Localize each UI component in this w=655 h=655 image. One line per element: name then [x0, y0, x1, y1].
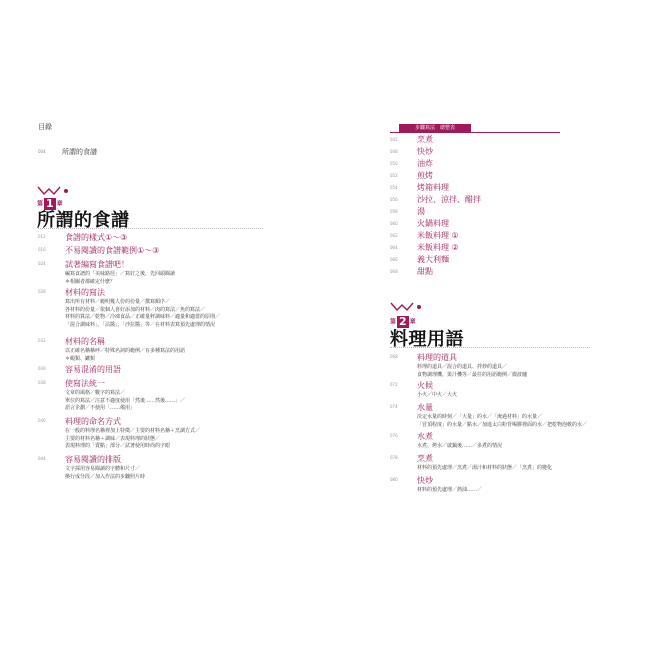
description-line: 材料的算法／乾物／冷凍食品／正確量秤調味料／適量和適當的原則／	[65, 314, 221, 321]
page-number: 036	[38, 366, 46, 371]
summary-row[interactable]	[390, 218, 500, 230]
entry-title[interactable]: 料理的道具	[417, 353, 457, 362]
summary-title[interactable]: 湯	[417, 207, 425, 216]
entry-title[interactable]: 料理的命名方式	[65, 417, 121, 426]
page-number: 044	[38, 456, 46, 461]
description-line: ＊蝦類、罐類	[65, 355, 96, 362]
summary-row[interactable]	[390, 206, 500, 218]
summary-row[interactable]	[390, 182, 500, 194]
description-line: 以正確名稱稱呼／特殊名詞的範例／有多種寫法的用語	[65, 348, 186, 354]
description-line: 小火／中火／大火	[417, 392, 458, 398]
description-line: 決定水量的時刻／「大量」的水／「淹過材料」的水量／	[417, 414, 543, 420]
page-number: 056	[390, 197, 398, 202]
summary-title[interactable]: 煎烤	[417, 171, 433, 180]
summary-title[interactable]: 快炒	[417, 147, 433, 156]
description-line: 料理的道具／混合的道具、拌炒的道具／	[417, 364, 508, 370]
badge-suffix: 章	[409, 318, 416, 326]
description-line: 各材料的份量／依個人喜好添加的材料／肉的寫法／魚的寫法／	[65, 306, 206, 313]
summary-title[interactable]: 甜點	[417, 267, 433, 276]
page-number: 038	[38, 380, 46, 385]
entry-title[interactable]: 容易閱讀的排版	[65, 455, 121, 464]
page-number: 012	[38, 234, 46, 239]
description-line: 在一般的料理名稱裡加上特徵／主要的材料名稱＋烹調方式／	[65, 428, 201, 434]
page-number: 068	[390, 354, 398, 359]
intro-page-number: 004	[38, 149, 46, 154]
toc-label: 目錄	[38, 123, 52, 131]
entry-title[interactable]: 材料的寫法	[65, 288, 105, 297]
ornament-icon	[390, 302, 426, 312]
entry-description	[65, 466, 145, 481]
chapter-1-title: 所謂的食譜	[37, 210, 130, 231]
entry-description	[417, 487, 482, 495]
page-number: 060	[390, 221, 398, 226]
page-number: 068	[390, 269, 398, 274]
summary-row[interactable]	[390, 242, 500, 254]
description-line: ＊相關者都確定什麼？	[65, 278, 116, 285]
entry-title[interactable]: 火候	[417, 381, 433, 390]
entry-title[interactable]: 烹煮	[417, 454, 433, 463]
summary-title[interactable]: 烹煮	[417, 135, 433, 144]
summary-title[interactable]: 油炸	[417, 159, 433, 168]
page-number: 028	[38, 289, 46, 294]
summary-title[interactable]: 米飯料理 ①	[417, 231, 459, 240]
description-line: 材料的預先處理／烹煮／湯汁和材料的狀態／「烹煮」的變化	[417, 465, 553, 471]
page-number: 058	[390, 209, 398, 214]
page-number: 016	[38, 247, 46, 252]
badge-prefix: 第	[37, 200, 44, 208]
page-number: 074	[390, 404, 398, 409]
page-number: 078	[390, 455, 398, 460]
description-line: 單位的寫法／注意不適度使用「然後……然後……」／	[65, 397, 186, 404]
description-line: 語言企劃／不使用「……備用」	[65, 405, 136, 412]
entry-title[interactable]: 水量	[417, 403, 433, 412]
entry-description	[65, 299, 220, 329]
badge-number: 1	[46, 197, 54, 210]
description-line: 「混合調味料」、「沾醬」、「沙拉醬」等／在材料表寫預先處理的情況	[65, 321, 216, 328]
page-number: 050	[390, 161, 398, 166]
intro-entry-title[interactable]: 所謂的食譜	[62, 148, 97, 156]
page-number: 042	[390, 137, 398, 142]
entry-description	[65, 348, 185, 363]
summary-title[interactable]: 烤箱料理	[417, 183, 449, 192]
page-number: 032	[38, 338, 46, 343]
summary-row[interactable]	[390, 170, 500, 182]
description-line: 主要的材料名稱＋調味／表現料理的狀態／	[65, 435, 161, 442]
entry-title[interactable]: 使寫法統一	[65, 379, 105, 388]
page-number: 024	[38, 261, 46, 266]
page-number: 040	[38, 418, 46, 423]
summary-row[interactable]	[390, 134, 500, 146]
summary-title[interactable]: 義大利麵	[417, 255, 449, 264]
chapter-1-divider	[38, 228, 263, 229]
entry-title[interactable]: 試著編寫食譜吧！	[65, 260, 129, 269]
summary-row[interactable]	[390, 158, 500, 170]
entry-description	[417, 465, 552, 473]
ornament-icon	[37, 186, 73, 196]
summary-title[interactable]: 沙拉、涼拌、醋拌	[417, 195, 481, 204]
page-number: 080	[390, 477, 398, 482]
page-number: 066	[390, 257, 398, 262]
page-number: 072	[390, 382, 398, 387]
description-line: 材料的預先處理／熱油……／	[417, 487, 483, 493]
page-number: 052	[390, 173, 398, 178]
entry-title[interactable]: 不易閱讀的食譜範例①～③	[65, 246, 160, 255]
entry-description	[65, 390, 185, 413]
summary-row[interactable]	[390, 146, 500, 158]
description-line: 水煮、烤水／啟鍋後……／多煮的情況	[417, 443, 503, 449]
description-line: 表現料理的「賣點」部分／試著使用時尚的字眼	[65, 443, 171, 450]
entry-description	[417, 364, 527, 379]
page-number: 064	[390, 245, 398, 250]
entry-description	[417, 392, 457, 400]
summary-title[interactable]: 火鍋料理	[417, 219, 449, 228]
entry-description	[65, 271, 175, 286]
summary-divider	[390, 132, 560, 133]
chapter-2-title: 料理用語	[390, 329, 464, 350]
summary-row[interactable]	[390, 194, 500, 206]
badge-prefix: 第	[390, 318, 397, 326]
page-number: 054	[390, 185, 398, 190]
summary-row[interactable]	[390, 230, 500, 242]
description-line: 食物調理機、果汁機等／最任的用語範例／微波爐	[417, 371, 528, 378]
summary-row[interactable]	[390, 254, 500, 266]
page-number: 048	[390, 149, 398, 154]
summary-row[interactable]	[390, 266, 500, 278]
description-line: 換行成分段／加入作法的步驟照片時	[65, 473, 146, 480]
summary-title[interactable]: 米飯料理 ②	[417, 243, 459, 252]
chapter-2-divider	[390, 347, 590, 348]
entry-description	[417, 414, 587, 429]
description-line: 文字採用容易閱讀的字體和尺寸／	[65, 466, 141, 472]
summary-tab: 步驟寫法 總整表	[399, 124, 471, 132]
entry-description	[417, 443, 502, 451]
badge-number: 2	[399, 315, 407, 328]
description-line: 文章的風格／數字的寫法／	[65, 390, 126, 396]
entry-title[interactable]: 材料的名稱	[65, 337, 105, 346]
entry-title[interactable]: 食譜的樣式①～③	[65, 233, 128, 242]
entry-title[interactable]: 容易混淆的用語	[65, 365, 121, 374]
description-line: 編寫食譜的「美味路徑」／寫好之後，先回頭閱讀	[65, 271, 176, 277]
page-number: 062	[390, 233, 398, 238]
entry-description	[65, 428, 200, 451]
entry-title[interactable]: 快炒	[417, 476, 433, 485]
badge-suffix: 章	[56, 200, 63, 208]
description-line: 寫出所有材料／範明幾人份的份量／撰寫順序／	[65, 299, 171, 305]
description-line: 「冒頂程度」的水量／點水／加進太白粉背喝膠裡面的水／把乾物泡軟的水／	[417, 421, 588, 428]
page-number: 076	[390, 433, 398, 438]
entry-title[interactable]: 水煮	[417, 432, 433, 441]
